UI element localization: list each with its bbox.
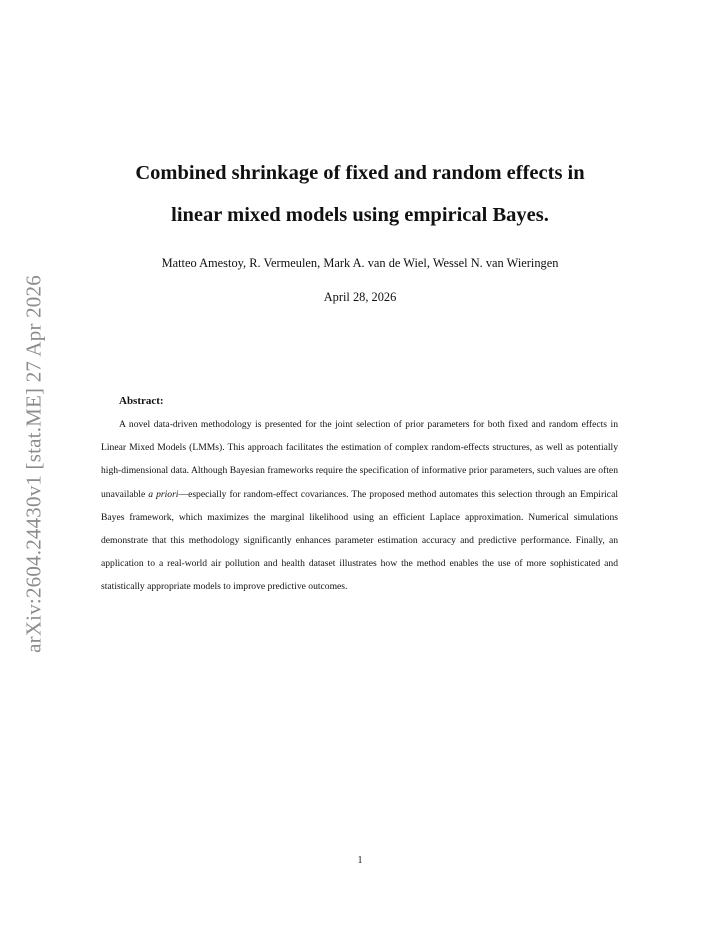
title-line-1: Combined shrinkage of fixed and random effects in [135,162,585,184]
abstract-text-part-1: A novel data-driven methodology is presented for the joint selection of prior parameters for both fixed and random effects in Linear Mixed Models (LMMs). This approach facilitates the estimation of complex random-effects structures, as well as potentially high-dimensional data. Although Bayesian frameworks require the specification of informative prior parameters, such values are often unavailable [101,419,618,500]
title-line-2: linear mixed models using empirical Bayes. [171,204,549,226]
author-list: Matteo Amestoy, R. Vermeulen, Mark A. van de Wiel, Wessel N. van Wieringen [161,256,559,270]
paper-title [80,152,640,236]
arxiv-identifier-stamp: arXiv:2604.24430v1 [stat.ME] 27 Apr 2026 [21,275,46,653]
abstract-italic-term: a priori [148,488,179,500]
page-number: 1 [357,855,363,866]
publication-date: April 28, 2026 [323,290,397,304]
abstract-text-part-2: —especially for random-effect covariances. The proposed method automates this selection through an Empirical Bayes framework, which maximizes the marginal likelihood using an efficient Laplace approximation. Numerical simulations demonstrate that this methodology significantly enhances parameter estimation accuracy and predictive performance. Finally, an application to a real-world air pollution and health dataset illustrates how the method enables the use of more sophisticated and statistically appropriate models to improve predictive outcomes. [101,488,618,593]
abstract-heading: Abstract: [119,395,164,407]
abstract-body [101,413,618,599]
